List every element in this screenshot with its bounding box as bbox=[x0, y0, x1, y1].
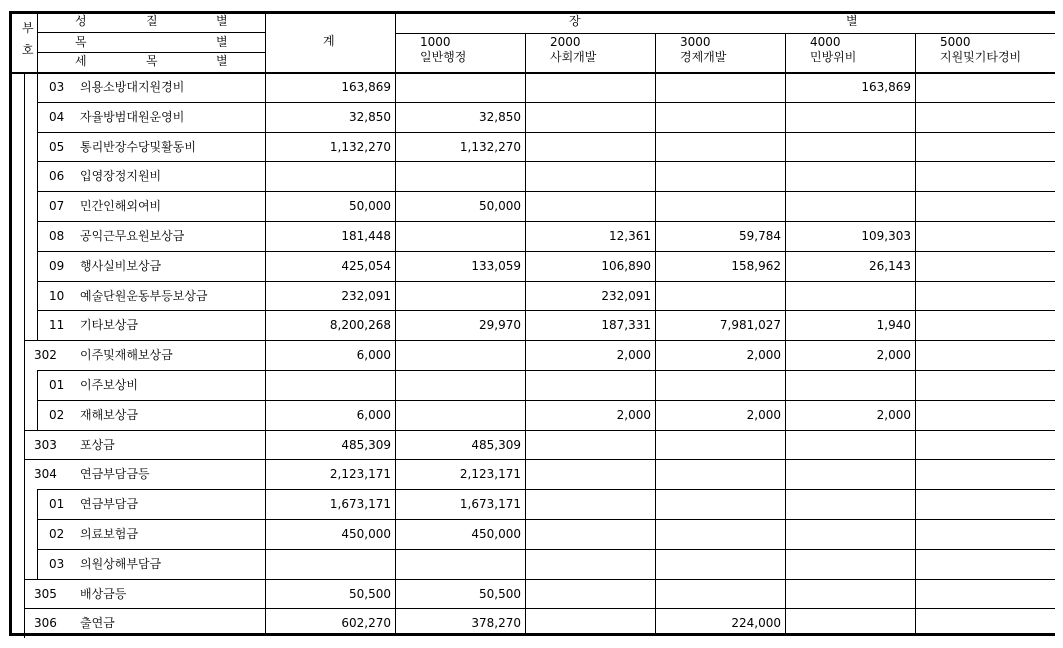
row-value: 50,000 bbox=[479, 199, 521, 213]
row-value: 29,970 bbox=[479, 318, 521, 332]
row-total: 2,123,171 bbox=[329, 467, 391, 481]
grid-line bbox=[24, 72, 25, 636]
row-name: 자율방범대원운영비 bbox=[80, 110, 185, 124]
row-code: 05 bbox=[49, 140, 65, 154]
grid-line bbox=[24, 430, 1055, 431]
row-value: 59,784 bbox=[739, 229, 781, 243]
grid-line bbox=[9, 72, 1055, 74]
row-code: 04 bbox=[49, 110, 65, 124]
row-name: 연금부담금 bbox=[80, 497, 138, 511]
row-name: 배상금등 bbox=[80, 587, 127, 601]
column-name: 사회개발 bbox=[550, 50, 597, 64]
column-code: 4000 bbox=[810, 35, 841, 49]
row-code: 10 bbox=[49, 289, 65, 303]
grid-line bbox=[37, 32, 265, 33]
grid-line bbox=[37, 52, 265, 53]
row-code: 304 bbox=[34, 467, 57, 481]
row-name: 의원상해부담금 bbox=[80, 557, 162, 571]
row-name: 행사실비보상금 bbox=[80, 259, 162, 273]
grid-line bbox=[9, 634, 1055, 636]
row-name: 입영장정지원비 bbox=[80, 169, 162, 183]
row-name: 예술단원운동부등보상금 bbox=[80, 289, 208, 303]
row-total: 425,054 bbox=[341, 259, 391, 273]
row-value: 187,331 bbox=[601, 318, 651, 332]
grid-line bbox=[37, 11, 38, 72]
grid-line bbox=[37, 132, 1055, 133]
column-code: 2000 bbox=[550, 35, 581, 49]
row-value: 378,270 bbox=[471, 616, 521, 630]
grid-line bbox=[24, 459, 1055, 460]
row-code: 01 bbox=[49, 378, 65, 392]
grid-line bbox=[785, 33, 786, 636]
row-code: 07 bbox=[49, 199, 65, 213]
row-value: 1,673,171 bbox=[459, 497, 521, 511]
row-value: 12,361 bbox=[609, 229, 651, 243]
grid-line bbox=[24, 579, 1055, 580]
column-name: 경제개발 bbox=[680, 50, 727, 64]
grid-line bbox=[37, 310, 1055, 311]
grid-line bbox=[37, 161, 1055, 162]
column-code: 3000 bbox=[680, 35, 711, 49]
grid-line bbox=[37, 281, 1055, 282]
row-code: 02 bbox=[49, 527, 65, 541]
row-total: 8,200,268 bbox=[329, 318, 391, 332]
row-total: 6,000 bbox=[356, 348, 391, 362]
column-name: 민방위비 bbox=[810, 50, 857, 64]
row-total: 1,673,171 bbox=[329, 497, 391, 511]
row-name: 이주및재해보상금 bbox=[80, 348, 173, 362]
grid-line bbox=[37, 400, 1055, 401]
grid-line bbox=[37, 489, 38, 579]
row-name: 연금부담금등 bbox=[80, 467, 150, 481]
grid-line bbox=[37, 221, 1055, 222]
header-byeol2: 별 bbox=[216, 35, 228, 49]
row-value: 1,940 bbox=[876, 318, 911, 332]
row-name: 민간인해외여비 bbox=[80, 199, 162, 213]
row-value: 2,000 bbox=[876, 348, 911, 362]
row-name: 공익근무요원보상금 bbox=[80, 229, 185, 243]
row-value: 2,000 bbox=[746, 408, 781, 422]
header-se: 세 bbox=[75, 54, 87, 68]
header-seong: 성 bbox=[75, 14, 87, 28]
grid-line bbox=[24, 340, 1055, 341]
row-total: 32,850 bbox=[349, 110, 391, 124]
row-code: 303 bbox=[34, 438, 57, 452]
header-ho: 호 bbox=[22, 43, 34, 57]
row-value: 1,132,270 bbox=[459, 140, 521, 154]
header-total: 계 bbox=[323, 34, 335, 48]
grid-line bbox=[915, 33, 916, 636]
row-code: 11 bbox=[49, 318, 65, 332]
row-total: 50,500 bbox=[349, 587, 391, 601]
grid-line bbox=[37, 370, 38, 430]
row-name: 의료보험금 bbox=[80, 527, 138, 541]
row-code: 03 bbox=[49, 80, 65, 94]
column-code: 5000 bbox=[940, 35, 971, 49]
row-name: 통리반장수당및활동비 bbox=[80, 140, 196, 154]
grid-line bbox=[37, 191, 1055, 192]
grid-line bbox=[525, 33, 526, 636]
column-name: 지원및기타경비 bbox=[940, 50, 1022, 64]
grid-line bbox=[24, 608, 1055, 609]
row-value: 224,000 bbox=[731, 616, 781, 630]
grid-line bbox=[37, 519, 1055, 520]
row-value: 32,850 bbox=[479, 110, 521, 124]
row-total: 6,000 bbox=[356, 408, 391, 422]
row-total: 602,270 bbox=[341, 616, 391, 630]
row-code: 02 bbox=[49, 408, 65, 422]
row-code: 302 bbox=[34, 348, 57, 362]
row-value: 2,000 bbox=[616, 408, 651, 422]
row-value: 2,000 bbox=[616, 348, 651, 362]
row-value: 163,869 bbox=[861, 80, 911, 94]
header-jil: 질 bbox=[146, 14, 158, 28]
column-name: 일반행정 bbox=[420, 50, 467, 64]
row-value: 485,309 bbox=[471, 438, 521, 452]
row-code: 305 bbox=[34, 587, 57, 601]
row-value: 450,000 bbox=[471, 527, 521, 541]
row-name: 출연금 bbox=[80, 616, 115, 630]
header-jang: 장 bbox=[569, 14, 581, 28]
header-byeol4: 별 bbox=[846, 14, 858, 28]
grid-line bbox=[37, 370, 1055, 371]
row-total: 1,132,270 bbox=[329, 140, 391, 154]
row-value: 2,123,171 bbox=[459, 467, 521, 481]
row-value: 7,981,027 bbox=[719, 318, 781, 332]
row-code: 01 bbox=[49, 497, 65, 511]
grid-line bbox=[37, 489, 1055, 490]
row-total: 450,000 bbox=[341, 527, 391, 541]
row-value: 106,890 bbox=[601, 259, 651, 273]
column-code: 1000 bbox=[420, 35, 451, 49]
row-code: 03 bbox=[49, 557, 65, 571]
row-code: 09 bbox=[49, 259, 65, 273]
row-total: 181,448 bbox=[341, 229, 391, 243]
grid-line bbox=[395, 33, 1055, 34]
row-value: 2,000 bbox=[746, 348, 781, 362]
row-code: 306 bbox=[34, 616, 57, 630]
row-name: 의용소방대지원경비 bbox=[80, 80, 185, 94]
row-value: 109,303 bbox=[861, 229, 911, 243]
header-byeol1: 별 bbox=[216, 14, 228, 28]
row-value: 158,962 bbox=[731, 259, 781, 273]
row-total: 485,309 bbox=[341, 438, 391, 452]
grid-line bbox=[37, 72, 38, 340]
row-code: 06 bbox=[49, 169, 65, 183]
grid-line bbox=[37, 102, 1055, 103]
grid-line bbox=[37, 549, 1055, 550]
row-value: 2,000 bbox=[876, 408, 911, 422]
row-value: 26,143 bbox=[869, 259, 911, 273]
row-total: 50,000 bbox=[349, 199, 391, 213]
header-bu: 부 bbox=[22, 21, 34, 35]
grid-line bbox=[655, 33, 656, 636]
row-name: 이주보상비 bbox=[80, 378, 138, 392]
row-name: 재해보상금 bbox=[80, 408, 138, 422]
header-mok: 목 bbox=[75, 35, 87, 49]
header-mok2: 목 bbox=[146, 54, 158, 68]
row-value: 232,091 bbox=[601, 289, 651, 303]
row-total: 232,091 bbox=[341, 289, 391, 303]
row-name: 포상금 bbox=[80, 438, 115, 452]
header-byeol3: 별 bbox=[216, 54, 228, 68]
grid-line bbox=[37, 251, 1055, 252]
row-value: 133,059 bbox=[471, 259, 521, 273]
row-value: 50,500 bbox=[479, 587, 521, 601]
row-total: 163,869 bbox=[341, 80, 391, 94]
row-code: 08 bbox=[49, 229, 65, 243]
row-name: 기타보상금 bbox=[80, 318, 138, 332]
